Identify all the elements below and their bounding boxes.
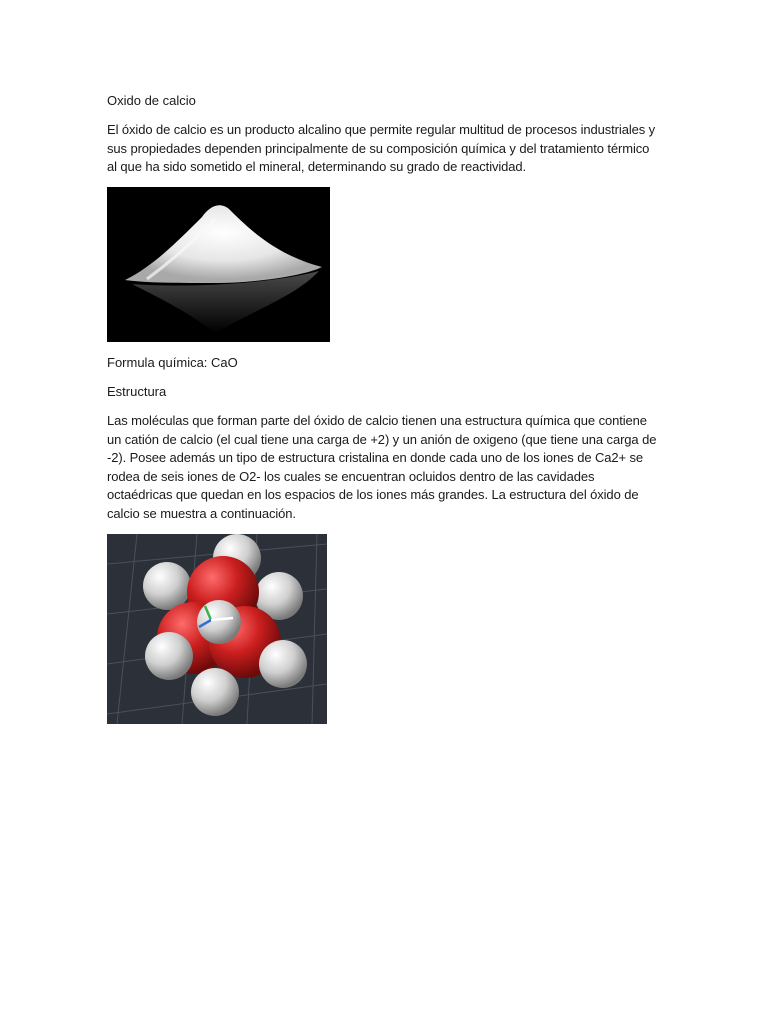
molecule-illustration (107, 534, 327, 724)
structure-heading: Estructura (107, 384, 167, 399)
intro-paragraph: El óxido de calcio es un producto alcalino que permite regular multitud de procesos industriales y sus propiedades dependen principalmente de su composición química y del tratamiento térmico al que ha sido sometido el mineral, determinando su grado de reactividad. (107, 122, 656, 174)
molecule-image (107, 534, 327, 724)
powder-image (107, 187, 330, 342)
chemical-formula: Formula química: CaO (107, 355, 238, 370)
document-title: Oxido de calcio (107, 93, 196, 108)
structure-paragraph: Las moléculas que forman parte del óxido de calcio tienen una estructura química que contiene un catión de calcio (el cual tiene una carga de +2) y un anión de oxigeno (que tiene una carga de -2). Posee además un tipo de estructura cristalina en donde cada uno de los iones de Ca2+ se rodea de seis iones de O2- los cuales se encuentran ocluidos dentro de las cavidades octaédricas que quedan en los espacios de los iones más grandes. La estructura del óxido de calcio se muestra a continuación. (107, 413, 657, 521)
powder-illustration (107, 187, 330, 342)
